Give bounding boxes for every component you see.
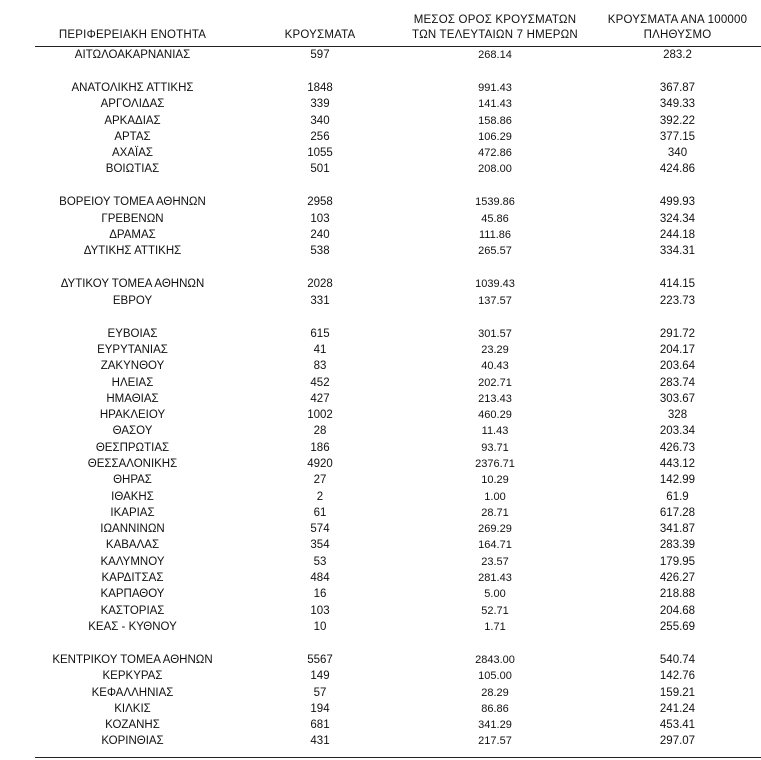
seven-day-average: 137.57 [478, 294, 512, 307]
seven-day-average: 341.29 [478, 719, 512, 732]
cases-count: 574 [310, 523, 330, 536]
region-name: ΗΜΑΘΙΑΣ [106, 392, 159, 405]
seven-day-average: 1039.43 [475, 278, 515, 291]
cases-count: 615 [310, 327, 330, 340]
region-name: ΔΥΤΙΚΗΣ ΑΤΤΙΚΗΣ [83, 245, 182, 258]
cases-count: 1848 [307, 81, 333, 94]
cases-per-100k: 203.34 [659, 425, 696, 438]
region-name: ΚΟΡΙΝΘΙΑΣ [101, 735, 164, 748]
table-header [35, 0, 761, 47]
cases-per-100k: 540.74 [659, 653, 696, 666]
cases-per-100k: 426.27 [659, 572, 696, 585]
region-name: ΒΟΡΕΙΟΥ ΤΟΜΕΑ ΑΘΗΝΩΝ [59, 196, 206, 209]
seven-day-average: 10.29 [481, 474, 509, 487]
table-row [35, 113, 761, 129]
table-row [35, 293, 761, 309]
seven-day-average: 217.57 [478, 735, 512, 748]
table-row [35, 685, 761, 701]
cases-count: 5567 [307, 653, 333, 666]
cases-per-100k: 297.07 [659, 735, 696, 748]
table-row [35, 358, 761, 374]
cases-per-100k: 349.33 [659, 98, 696, 111]
region-name: ΑΙΤΩΛΟΑΚΑΡΝΑΝΙΑΣ [74, 49, 191, 61]
table-body [35, 47, 761, 750]
cases-count: 53 [313, 555, 327, 568]
table-row [35, 603, 761, 619]
cases-count: 501 [310, 163, 330, 176]
table-row [35, 733, 761, 749]
cases-per-100k: 142.99 [659, 474, 696, 487]
table-row [35, 227, 761, 243]
seven-day-average: 472.86 [478, 147, 512, 160]
table-row [35, 80, 761, 96]
seven-day-average: 11.43 [481, 425, 509, 438]
cases-per-100k: 218.88 [659, 588, 696, 601]
cases-per-100k: 283.39 [659, 539, 696, 552]
region-name: ΗΛΕΙΑΣ [111, 376, 154, 389]
cases-per-100k: 244.18 [659, 229, 696, 242]
cases-per-100k: 241.24 [659, 702, 696, 715]
cases-count: 1002 [307, 409, 333, 422]
cases-count: 10 [313, 620, 327, 633]
table-row [35, 391, 761, 407]
region-name: ΘΗΡΑΣ [113, 474, 152, 487]
cases-per-100k: 324.34 [659, 212, 696, 225]
table-row [35, 96, 761, 112]
table-row [35, 505, 761, 521]
regional-cases-table [35, 0, 761, 750]
seven-day-average: 208.00 [478, 163, 512, 176]
region-name: ΚΑΣΤΟΡΙΑΣ [100, 604, 165, 617]
table-row [35, 211, 761, 227]
cases-count: 354 [310, 539, 330, 552]
cases-count: 597 [310, 49, 330, 61]
cases-count: 186 [310, 441, 330, 454]
header-7day-average-line2: ΤΩΝ ΤΕΛΕΥΤΑΙΩΝ 7 ΗΜΕΡΩΝ [412, 29, 578, 41]
table-row [35, 342, 761, 358]
cases-per-100k: 204.68 [659, 604, 696, 617]
seven-day-average: 213.43 [478, 392, 512, 405]
cases-per-100k: 340 [667, 147, 688, 160]
region-name: ΑΡΓΟΛΙΔΑΣ [100, 98, 165, 111]
group-spacer [35, 635, 761, 652]
region-name: ΓΡΕΒΕΝΩΝ [101, 212, 164, 225]
seven-day-average: 5.00 [484, 588, 506, 601]
header-cases-per-100k [595, 13, 760, 43]
table-row [35, 472, 761, 488]
table-row [35, 47, 761, 63]
cases-count: 103 [310, 604, 330, 617]
seven-day-average: 23.57 [481, 555, 509, 568]
table-row [35, 375, 761, 391]
region-name: ΚΟΖΑΝΗΣ [105, 719, 160, 732]
cases-count: 2958 [307, 196, 333, 209]
seven-day-average: 1.71 [484, 620, 506, 633]
seven-day-average: 2376.71 [475, 457, 515, 470]
cases-per-100k: 255.69 [659, 620, 696, 633]
table-row [35, 668, 761, 684]
cases-per-100k: 499.93 [659, 196, 696, 209]
seven-day-average: 2843.00 [475, 653, 515, 666]
cases-count: 41 [313, 343, 327, 356]
region-name: ΑΡΚΑΔΙΑΣ [104, 114, 161, 127]
cases-count: 1055 [307, 147, 333, 160]
cases-count: 240 [310, 229, 330, 242]
cases-count: 27 [313, 474, 327, 487]
bottom-divider [35, 757, 761, 758]
seven-day-average: 28.71 [481, 506, 509, 519]
cases-per-100k: 291.72 [659, 327, 696, 340]
cases-count: 681 [310, 719, 330, 732]
seven-day-average: 105.00 [478, 670, 512, 683]
cases-per-100k: 142.76 [659, 670, 696, 683]
region-name: ΚΕΑΣ - ΚΥΘΝΟΥ [88, 620, 177, 633]
header-cases-per-100k-line2: ΠΛΗΘΥΣΜΟ [643, 29, 712, 41]
table-row [35, 243, 761, 259]
cases-count: 83 [313, 360, 327, 373]
region-name: ΕΥΒΟΙΑΣ [107, 327, 158, 340]
header-cases: ΚΡΟΥΣΜΑΤΑ [284, 29, 356, 41]
seven-day-average: 40.43 [481, 360, 509, 373]
cases-count: 149 [310, 670, 330, 683]
cases-per-100k: 283.2 [663, 49, 692, 61]
cases-per-100k: 424.86 [659, 163, 696, 176]
seven-day-average: 23.29 [481, 343, 509, 356]
region-name: ΑΝΑΤΟΛΙΚΗΣ ΑΤΤΙΚΗΣ [71, 81, 194, 94]
region-name: ΚΙΛΚΙΣ [114, 702, 151, 715]
cases-per-100k: 377.15 [659, 130, 696, 143]
cases-count: 452 [310, 376, 330, 389]
cases-count: 16 [313, 588, 327, 601]
cases-count: 61 [313, 506, 327, 519]
table-row [35, 586, 761, 602]
cases-count: 256 [310, 130, 330, 143]
region-name: ΙΘΑΚΗΣ [111, 490, 154, 503]
table-row [35, 423, 761, 439]
table-row [35, 570, 761, 586]
table-row [35, 276, 761, 292]
cases-count: 431 [310, 735, 330, 748]
seven-day-average: 86.86 [481, 702, 509, 715]
cases-per-100k: 617.28 [659, 506, 696, 519]
cases-count: 103 [310, 212, 330, 225]
seven-day-average: 460.29 [478, 409, 512, 422]
table-row [35, 619, 761, 635]
cases-per-100k: 159.21 [659, 686, 696, 699]
cases-per-100k: 341.87 [659, 523, 696, 536]
region-name: ΗΡΑΚΛΕΙΟΥ [99, 409, 166, 422]
cases-per-100k: 303.67 [659, 392, 696, 405]
seven-day-average: 28.29 [481, 686, 509, 699]
region-name: ΘΕΣΠΡΩΤΙΑΣ [95, 441, 170, 454]
table-row [35, 652, 761, 668]
table-row [35, 521, 761, 537]
cases-per-100k: 283.74 [659, 376, 696, 389]
cases-count: 57 [313, 686, 327, 699]
seven-day-average: 269.29 [478, 523, 512, 536]
region-name: ΔΡΑΜΑΣ [109, 229, 156, 242]
region-name: ΙΚΑΡΙΑΣ [110, 506, 155, 519]
table-row [35, 489, 761, 505]
table-row [35, 194, 761, 210]
cases-count: 331 [310, 294, 330, 307]
seven-day-average: 281.43 [478, 572, 512, 585]
table-row [35, 717, 761, 733]
region-name: ΒΟΙΩΤΙΑΣ [105, 163, 160, 176]
seven-day-average: 1.00 [484, 490, 506, 503]
cases-per-100k: 61.9 [666, 490, 689, 503]
cases-count: 194 [310, 702, 330, 715]
region-name: ΕΒΡΟΥ [112, 294, 153, 307]
cases-count: 340 [310, 114, 330, 127]
region-name: ΑΧΑΪΑΣ [112, 147, 153, 160]
region-name: ΚΑΒΑΛΑΣ [105, 539, 160, 552]
seven-day-average: 45.86 [481, 212, 509, 225]
table-row [35, 537, 761, 553]
header-cases-per-100k-line1: ΚΡΟΥΣΜΑΤΑ ΑΝΑ 100000 [607, 14, 748, 26]
cases-per-100k: 443.12 [659, 457, 696, 470]
group-spacer [35, 178, 761, 195]
region-name: ΚΕΦΑΛΛΗΝΙΑΣ [91, 686, 174, 699]
seven-day-average: 158.86 [478, 114, 512, 127]
cases-per-100k: 426.73 [659, 441, 696, 454]
cases-count: 339 [310, 98, 330, 111]
cases-count: 28 [313, 425, 327, 438]
region-name: ΚΑΡΠΑΘΟΥ [100, 588, 165, 601]
cases-count: 2028 [307, 278, 333, 291]
cases-per-100k: 328 [667, 409, 688, 422]
table-row [35, 326, 761, 342]
region-name: ΙΩΑΝΝΙΝΩΝ [100, 523, 165, 536]
region-name: ΕΥΡΥΤΑΝΙΑΣ [97, 343, 168, 356]
table-row [35, 554, 761, 570]
seven-day-average: 202.71 [478, 376, 512, 389]
seven-day-average: 268.14 [478, 49, 512, 61]
cases-per-100k: 223.73 [659, 294, 696, 307]
region-name: ΖΑΚΥΝΘΟΥ [100, 360, 165, 373]
cases-per-100k: 204.17 [659, 343, 696, 356]
header-regional-unit: ΠΕΡΙΦΕΡΕΙΑΚΗ ΕΝΟΤΗΤΑ [58, 29, 207, 41]
seven-day-average: 111.86 [478, 229, 511, 242]
cases-per-100k: 203.64 [659, 360, 696, 373]
region-name: ΑΡΤΑΣ [114, 130, 151, 143]
region-name: ΚΕΡΚΥΡΑΣ [102, 670, 163, 683]
group-spacer [35, 309, 761, 326]
region-name: ΚΑΛΥΜΝΟΥ [100, 555, 165, 568]
group-spacer [35, 63, 761, 80]
cases-per-100k: 334.31 [659, 245, 696, 258]
cases-count: 538 [310, 245, 330, 258]
table-row [35, 161, 761, 177]
seven-day-average: 106.29 [478, 130, 512, 143]
cases-count: 484 [310, 572, 330, 585]
table-row [35, 145, 761, 161]
region-name: ΘΕΣΣΑΛΟΝΙΚΗΣ [87, 457, 178, 470]
region-name: ΔΥΤΙΚΟΥ ΤΟΜΕΑ ΑΘΗΝΩΝ [60, 278, 205, 291]
seven-day-average: 164.71 [478, 539, 512, 552]
cases-per-100k: 179.95 [659, 555, 696, 568]
seven-day-average: 52.71 [481, 604, 509, 617]
header-7day-average-line1: ΜΕΣΟΣ ΟΡΟΣ ΚΡΟΥΣΜΑΤΩΝ [413, 14, 577, 26]
cases-count: 427 [310, 392, 330, 405]
seven-day-average: 93.71 [481, 441, 509, 454]
group-spacer [35, 260, 761, 277]
cases-per-100k: 453.41 [659, 719, 696, 732]
region-name: ΘΑΣΟΥ [112, 425, 153, 438]
seven-day-average: 301.57 [478, 327, 512, 340]
table-row [35, 407, 761, 423]
seven-day-average: 991.43 [478, 81, 512, 94]
cases-per-100k: 392.22 [659, 114, 696, 127]
region-name: ΚΕΝΤΡΙΚΟΥ ΤΟΜΕΑ ΑΘΗΝΩΝ [52, 653, 213, 666]
cases-count: 4920 [307, 457, 333, 470]
cases-per-100k: 414.15 [659, 278, 696, 291]
region-name: ΚΑΡΔΙΤΣΑΣ [101, 572, 164, 585]
cases-per-100k: 367.87 [659, 81, 696, 94]
table-row [35, 129, 761, 145]
table-row [35, 701, 761, 717]
header-7day-average [400, 13, 590, 43]
table-row [35, 440, 761, 456]
seven-day-average: 141.43 [478, 98, 512, 111]
seven-day-average: 1539.86 [475, 196, 515, 209]
table-row [35, 456, 761, 472]
seven-day-average: 265.57 [478, 245, 512, 258]
cases-count: 2 [316, 490, 324, 503]
